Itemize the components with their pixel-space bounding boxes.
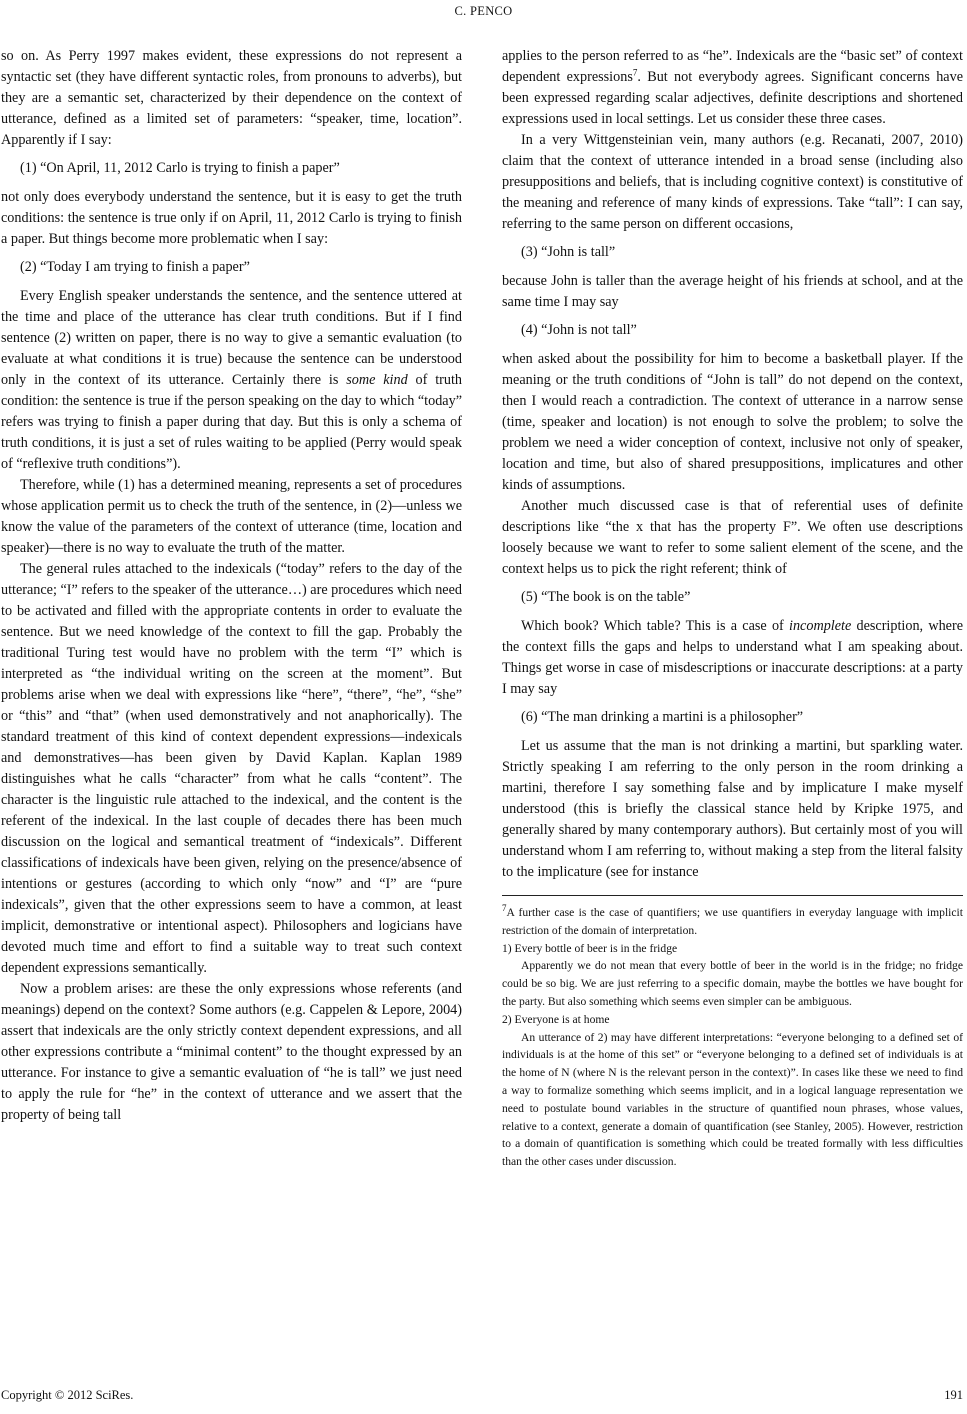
footnote-example: 2) Everyone is at home bbox=[502, 1012, 610, 1026]
emphasis: some kind bbox=[346, 372, 408, 388]
paragraph: Let us assume that the man is not drinking a martini, but sparkling water. Strictly speaking I am referring to the only person in the room drinking a martini, therefore I say something false and by implicature I make myself understood (this is briefly the classical stance held by Kripke 1975, and generally shared by many contemporary authors). But certainly most of you will understand whom I am referring to, without making a step from the literal falsity to the implicature (see for instance bbox=[502, 738, 963, 880]
emphasis: incomplete bbox=[789, 618, 852, 634]
text-run: Every English speaker understands the sentence, and the sentence uttered at the time and place of the utterance has clear truth conditions. But if I find sentence (2) written on paper, there is no way to give a semantic evaluation (to evaluate at what conditions it is true) because the sentence can be understood only in the context of its utterance. Certainly there is bbox=[1, 288, 462, 388]
paragraph: The general rules attached to the indexicals (“today” refers to the day of the utterance; “I” refers to the speaker of the utterance…) are procedures which need to be activated and filled with the appropriate contents in order to evaluate the sentence. But we need knowledge of the context to fill the gap. Probably the traditional Turing test would have no problem with the term “I” which is interpreted as “the individual writing on the screen at the moment”. But problems arise when we deal with expressions like “here”, “there”, “he”, “she” or “this” and “that” (when used demonstratively and not anaphorically). The standard treatment of this kind of context dependent expressions—indexicals and demonstratives—has been given by David Kaplan. Kaplan 1989 distinguishes what he calls “character” from what he calls “content”. The character is the linguistic rule attached to the indexical, and the content is the referent of the indexical. In the last couple of decades there has been much discussion on the logical and semantical treatment of “indexicals”. Different classifications of indexicals have been given, relying on the presence/absence of intentions or gestures (according to which only “now” and “I” are “pure indexicals”, given that the other expressions seem to have a common, at least implicit, demonstrative or intentional aspect). Philosophers and logicians have devoted much time and effort to find a suitable way to treat such context dependent expressions semantically. bbox=[1, 561, 462, 976]
text-run: of truth condition: the sentence is true if the person speaking on the day to which “today” refers was trying to finish a paper during that day. But this is only a schema of truth conditions, it is just a set of rules waiting to be applied (Perry would speak of “reflexive truth conditions”). bbox=[1, 372, 462, 472]
left-column bbox=[1, 46, 462, 1126]
paragraph: so on. As Perry 1997 makes evident, these expressions do not represent a syntactic set (they have different syntactic roles, from pronouns to adverbs), but they are a semantic set, characterized by their dependence on the context of utterance, defined as a limited set of parameters: “speaker, time, location”. Apparently if I say: bbox=[1, 48, 462, 148]
paragraph: Another much discussed case is that of referential uses of definite descriptions like “the x that has the property F”. We often use descriptions loosely because we want to refer to some salient element of the scene, and the context helps us to pick the right referent; think of bbox=[502, 498, 963, 577]
footnote-text bbox=[502, 904, 963, 940]
text-run: . But not everybody agrees. Significant concerns have been expressed regarding scalar adjectives, definite descriptions and shortened expressions used in local settings. Let us consider these three cases. bbox=[502, 69, 963, 127]
copyright-notice: Copyright © 2012 SciRes. bbox=[1, 1388, 134, 1402]
paragraph: because John is taller than the average height of his friends at school, and at the same time I may say bbox=[502, 273, 963, 310]
text-run: description, where the context fills the gaps and helps to understand what I am speaking about. Things get worse in case of misdescriptions or inaccurate descriptions: at a party I may say bbox=[502, 618, 963, 697]
example-5: (5) “The book is on the table” bbox=[521, 589, 691, 605]
paragraph: Now a problem arises: are these the only expressions whose referents (and meanings) depend on the context? Some authors (e.g. Cappelen & Lepore, 2004) assert that indexicals are the only strictly context dependent expressions, and all other expressions contribute a “minimal content” to the thought expressed by an utterance. For instance to give a semantic evaluation of “he is tall” we just need to apply the rule for “he” in the context of utterance and we assert that the property of being tall bbox=[1, 981, 462, 1123]
text-run: Which book? Which table? This is a case of bbox=[521, 618, 790, 634]
text-run: A further case is the case of quantifiers; we use quantifiers in everyday language with implicit restriction of the domain of interpretation. bbox=[502, 906, 963, 937]
footnote-ref: 7 bbox=[632, 67, 638, 78]
paragraph: when asked about the possibility for him to become a basketball player. If the meaning or the truth conditions of “John is tall” do not depend on the context, then I would reach a contradiction. The context of utterance in a narrow sense (time, speaker and location) is not enough to solve the problem; to solve the problem we need a wider conception of context, inclusive not only of speaker, location and time, but also of shared presuppositions, implicatures and other kinds of assumptions. bbox=[502, 351, 963, 493]
footnote-block bbox=[502, 904, 963, 1171]
example-1: (1) “On April, 11, 2012 Carlo is trying to finish a paper” bbox=[20, 160, 340, 176]
paragraph: Therefore, while (1) has a determined meaning, represents a set of procedures whose application permit us to check the truth of the sentence, in (2)—unless we know the value of the parameters of the context of utterance (time, location and speaker)—there is no way to evaluate the truth of the matter. bbox=[1, 477, 462, 556]
text-run: applies to the person referred to as “he”. Indexicals are the “basic set” of context dependent expressions bbox=[502, 48, 963, 85]
example-6: (6) “The man drinking a martini is a philosopher” bbox=[521, 709, 804, 725]
page-number: 191 bbox=[944, 1388, 963, 1402]
example-3: (3) “John is tall” bbox=[521, 244, 616, 260]
paragraph bbox=[502, 46, 963, 130]
right-column bbox=[502, 46, 963, 1171]
paragraph: not only does everybody understand the sentence, but it is easy to get the truth conditions: the sentence is true only if on April, 11, 2012 Carlo is trying to finish a paper. But things become more problematic when I say: bbox=[1, 189, 462, 247]
footnote-text: An utterance of 2) may have different interpretations: “everyone belonging to a defined set of individuals is at the home of this set” or “everyone belonging to a defined set of individuals is at the home of N (where N is the relevant person in the context)”. In cases like these we need to find a way to formalize something which seems implicit, and in a logical language representation we need to postulate bound variables in the structure of quantified noun phrases, whose values, relative to a context, generate a domain of quantification (see Stanley, 2005). However, restriction to a domain of quantification is something which could be treated formally with less difficulties than the other cases under discussion. bbox=[502, 1030, 963, 1169]
example-4: (4) “John is not tall” bbox=[521, 322, 637, 338]
paragraph bbox=[1, 286, 462, 475]
footnote-text: Apparently we do not mean that every bottle of beer in the world is in the fridge; no fridge could be so big. We are just referring to a specific domain, maybe the bottles we have bought for the party. But also something which seems even simpler can be ambiguous. bbox=[502, 959, 963, 1008]
footnote-mark: 7 bbox=[502, 903, 507, 914]
footnote-divider bbox=[502, 895, 963, 896]
running-head: C. PENCO bbox=[454, 4, 513, 18]
paragraph bbox=[502, 616, 963, 700]
footnote-example: 1) Every bottle of beer is in the fridge bbox=[502, 941, 678, 955]
example-2: (2) “Today I am trying to finish a paper” bbox=[20, 259, 250, 275]
paragraph: In a very Wittgensteinian vein, many authors (e.g. Recanati, 2007, 2010) claim that the context of utterance intended in a broad sense (including also presuppositions and beliefs, that is including cognitive context) is constitutive of the meaning and reference of many kinds of expressions. Take “tall”: I can say, referring to the same person on different occasions, bbox=[502, 132, 963, 232]
